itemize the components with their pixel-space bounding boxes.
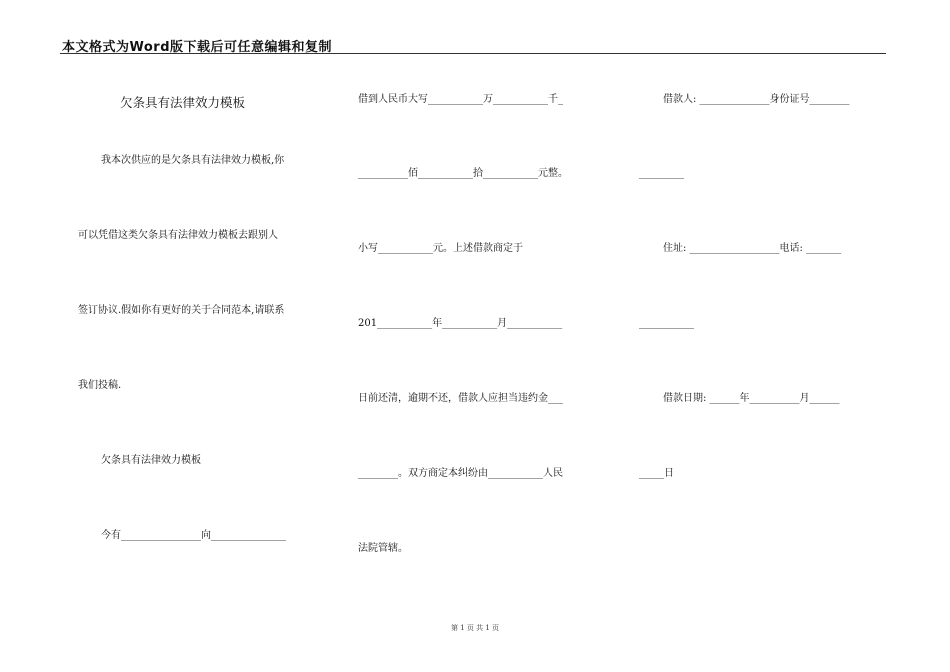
signature-line: _____日 (639, 468, 674, 479)
header-rule (60, 53, 886, 54)
iou-line: 法院管辖。 (358, 543, 408, 554)
intro-line: 可以凭借这类欠条具有法律效力模板去跟别人 (78, 230, 278, 241)
intro-line: 我们投稿. (78, 380, 122, 391)
signature-line: _________ (639, 168, 684, 179)
iou-line: 小写___________元。上述借款商定于 (358, 243, 523, 254)
iou-line: 借到人民币大写___________万___________千_ (358, 94, 563, 105)
document-title: 欠条具有法律效力模板 (120, 95, 246, 110)
template-subtitle: 欠条具有法律效力模板 (101, 455, 201, 466)
intro-line: 我本次供应的是欠条具有法律效力模板,你 (101, 155, 285, 166)
intro-line: 签订协议.假如你有更好的关于合同范本,请联系 (78, 305, 285, 316)
signature-line: 借款人: ______________身份证号________ (663, 94, 850, 105)
page-number: 第 1 页 共 1 页 (450, 624, 500, 632)
signature-line: ___________ (639, 318, 694, 329)
signature-line: 借款日期: ______年__________月______ (663, 393, 840, 404)
document-header: 本文格式为Word版下载后可任意编辑和复制 (62, 40, 333, 55)
signature-line: 住址: __________________电话: _______ (663, 243, 842, 254)
iou-line: 日前还清，逾期不还，借款人应担当违约金___ (358, 393, 563, 404)
iou-line: 201___________年___________月___________ (358, 318, 563, 329)
iou-line: ________。双方商定本纠纷由___________人民 (358, 468, 563, 479)
iou-line: __________佰___________拾___________元整。 (358, 168, 568, 179)
iou-line: 今有________________向_______________ (101, 530, 286, 541)
